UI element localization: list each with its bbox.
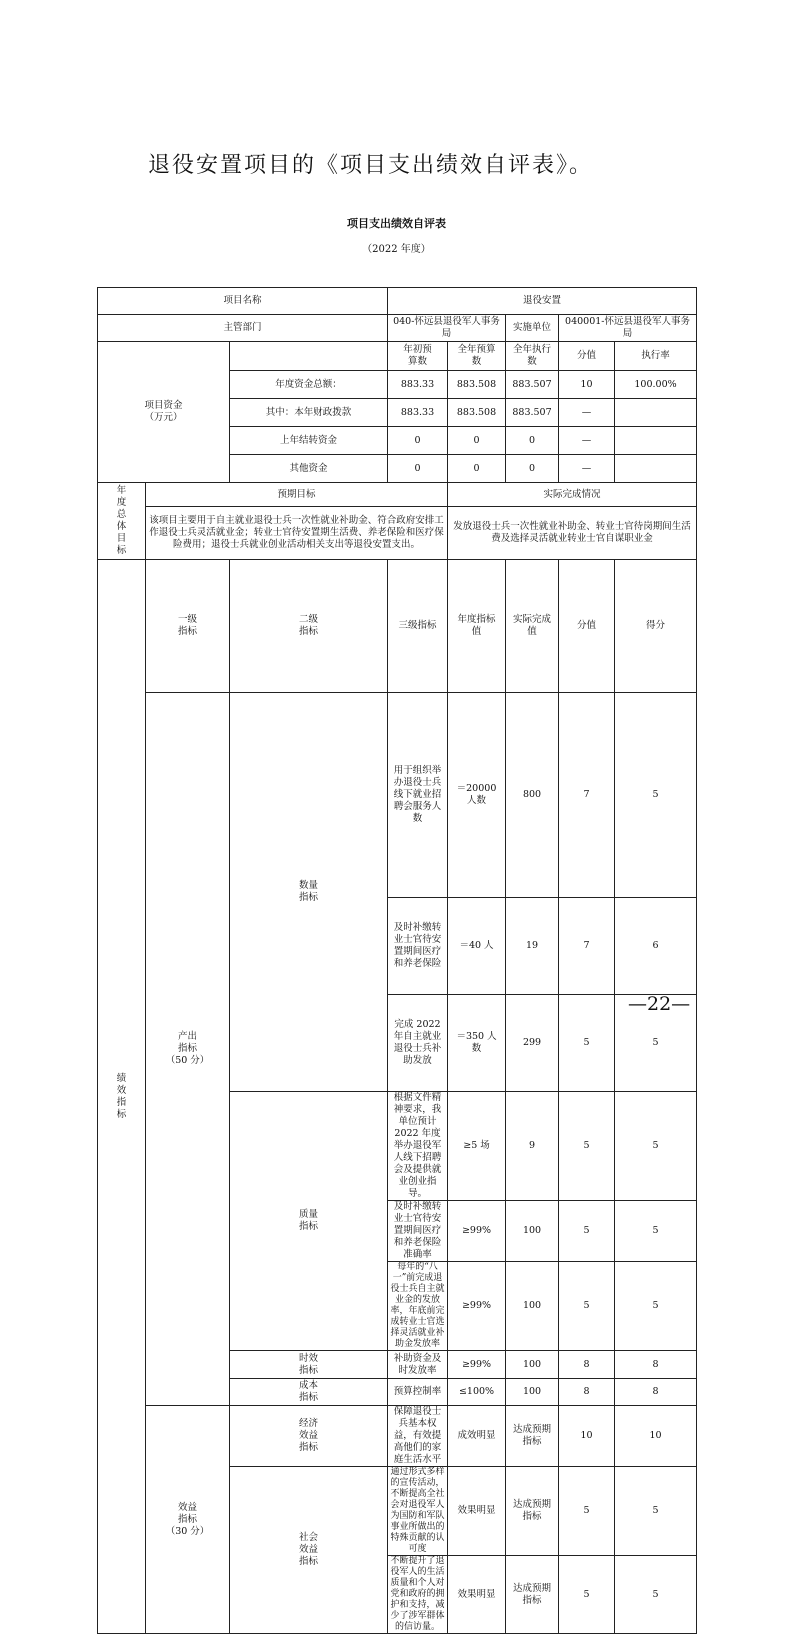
target-value: ＝350 人 数 — [448, 995, 506, 1092]
actual-completion-label: 实际完成情况 — [448, 483, 697, 507]
quantity-indicator-label: 数量 指标 — [230, 693, 388, 1092]
indicator-text: 保障退役士兵基本权益，有效提高他们的家庭生活水平 — [388, 1406, 448, 1467]
score-value: 5 — [615, 1262, 697, 1351]
perf-header: 一级 指标 — [146, 560, 230, 693]
indicator-text: 通过形式多样的宣传活动，不断提高全社会对退役军人为国防和军队事业所做出的特殊贡献的认可度 — [388, 1467, 448, 1556]
funds-cell: 883.33 — [388, 371, 448, 399]
weight-value: 5 — [559, 1556, 615, 1634]
score-value: 10 — [615, 1406, 697, 1467]
project-name-value: 退役安置 — [388, 288, 697, 315]
perf-header: 二级 指标 — [230, 560, 388, 693]
funds-cell: — — [559, 399, 615, 427]
annual-goals-label: 年度总体目标 — [98, 483, 146, 560]
table-year: （2022 年度） — [362, 244, 431, 255]
score-value: 5 — [615, 693, 697, 898]
quality-indicator-label: 质量 指标 — [230, 1092, 388, 1351]
weight-value: 8 — [559, 1379, 615, 1406]
actual-value: 达成预期 指标 — [506, 1406, 559, 1467]
economic-benefit-label: 经济 效益 指标 — [230, 1406, 388, 1467]
performance-table — [97, 287, 697, 1634]
weight-value: 7 — [559, 693, 615, 898]
funds-label: 项目资金 （万元） — [98, 342, 230, 483]
funds-header: 全年预算 数 — [448, 342, 506, 371]
weight-value: 5 — [559, 1262, 615, 1351]
funds-header: 执行率 — [615, 342, 697, 371]
funds-cell: — — [559, 455, 615, 483]
indicator-text: 用于组织举办退役士兵线下就业招聘会服务人数 — [388, 693, 448, 898]
actual-value: 达成预期 指标 — [506, 1556, 559, 1634]
target-value: ≥5 场 — [448, 1092, 506, 1201]
weight-value: 7 — [559, 898, 615, 995]
actual-value: 达成预期 指标 — [506, 1467, 559, 1556]
indicator-text: 根据文件精神要求，我单位预计2022 年度举办退役军人线下招聘会及提供就业创业指导。 — [388, 1092, 448, 1201]
target-value: ≥99% — [448, 1351, 506, 1379]
benefit-indicator-label: 效益 指标 （30 分） — [146, 1406, 230, 1634]
funds-row-name: 其中：本年财政拨款 — [230, 399, 388, 427]
weight-value: 5 — [559, 995, 615, 1092]
actual-value: 100 — [506, 1379, 559, 1406]
project-name-label: 项目名称 — [98, 288, 388, 315]
target-value: 效果明显 — [448, 1467, 506, 1556]
score-value: 6 — [615, 898, 697, 995]
page-number: —22— — [628, 993, 691, 1015]
target-value: ＝40 人 — [448, 898, 506, 995]
output-indicator-label: 产出 指标 （50 分） — [146, 693, 230, 1406]
table-row — [98, 1406, 697, 1467]
funds-cell: 0 — [388, 427, 448, 455]
funds-row-name: 上年结转资金 — [230, 427, 388, 455]
indicator-text: 补助资金及时发放率 — [388, 1351, 448, 1379]
score-value: 8 — [615, 1351, 697, 1379]
actual-value: 100 — [506, 1351, 559, 1379]
score-value: 5 — [615, 1467, 697, 1556]
target-value: ≥99% — [448, 1201, 506, 1262]
funds-cell: 883.507 — [506, 399, 559, 427]
funds-cell — [615, 455, 697, 483]
funds-header: 年初预 算数 — [388, 342, 448, 371]
funds-cell — [615, 427, 697, 455]
perf-header: 分值 — [559, 560, 615, 693]
funds-cell: 0 — [448, 427, 506, 455]
funds-cell: 100.00% — [615, 371, 697, 399]
funds-header-blank — [230, 342, 388, 371]
impl-unit-value: 040001-怀远县退役军人事务局 — [559, 315, 697, 342]
perf-header: 实际完成 值 — [506, 560, 559, 693]
funds-cell: — — [559, 427, 615, 455]
weight-value: 10 — [559, 1406, 615, 1467]
indicator-text: 不断提升了退役军人的生活质量和个人对党和政府的拥护和支持，减少了涉军群体的信访量。 — [388, 1556, 448, 1634]
weight-value: 8 — [559, 1351, 615, 1379]
funds-cell: 883.508 — [448, 371, 506, 399]
score-value: 5 — [615, 1092, 697, 1201]
funds-header: 全年执行 数 — [506, 342, 559, 371]
funds-row-name: 其他资金 — [230, 455, 388, 483]
cost-indicator-label: 成本 指标 — [230, 1379, 388, 1406]
expected-goal-label: 预期目标 — [146, 483, 448, 507]
funds-cell: 883.33 — [388, 399, 448, 427]
indicator-text: 及时补缴转业士官待安置期间医疗和养老保险准确率 — [388, 1201, 448, 1262]
table-title: 项目支出绩效自评表 — [347, 217, 446, 230]
target-value: 效果明显 — [448, 1556, 506, 1634]
score-value: 5 — [615, 995, 697, 1092]
weight-value: 5 — [559, 1201, 615, 1262]
funds-cell: 883.508 — [448, 399, 506, 427]
score-value: 5 — [615, 1201, 697, 1262]
target-value: ＝20000 人数 — [448, 693, 506, 898]
indicator-text: 完成 2022 年自主就业退役士兵补助发放 — [388, 995, 448, 1092]
actual-value: 19 — [506, 898, 559, 995]
funds-cell: 0 — [506, 455, 559, 483]
actual-value: 299 — [506, 995, 559, 1092]
actual-value: 100 — [506, 1262, 559, 1351]
perf-header: 得分 — [615, 560, 697, 693]
section-heading: 退役安置项目的《项目支出绩效自评表》。 — [148, 153, 594, 178]
actual-value: 9 — [506, 1092, 559, 1201]
funds-cell: 0 — [506, 427, 559, 455]
score-value: 5 — [615, 1556, 697, 1634]
actual-value: 800 — [506, 693, 559, 898]
perf-header: 年度指标 值 — [448, 560, 506, 693]
indicator-text: 及时补缴转业士官待安置期间医疗和养老保险 — [388, 898, 448, 995]
funds-cell — [615, 399, 697, 427]
time-indicator-label: 时效 指标 — [230, 1351, 388, 1379]
perf-header: 三级指标 — [388, 560, 448, 693]
weight-value: 5 — [559, 1467, 615, 1556]
funds-cell: 0 — [448, 455, 506, 483]
funds-row-name: 年度资金总额： — [230, 371, 388, 399]
social-benefit-label: 社会 效益 指标 — [230, 1467, 388, 1634]
table-row — [98, 693, 697, 898]
funds-cell: 883.507 — [506, 371, 559, 399]
target-value: ≤100% — [448, 1379, 506, 1406]
funds-cell: 0 — [388, 455, 448, 483]
performance-indicators-label: 绩效指标 — [98, 560, 146, 1634]
target-value: 成效明显 — [448, 1406, 506, 1467]
dept-label: 主管部门 — [98, 315, 388, 342]
funds-header: 分值 — [559, 342, 615, 371]
indicator-text: 预算控制率 — [388, 1379, 448, 1406]
dept-value: 040-怀远县退役军人事务局 — [388, 315, 506, 342]
weight-value: 5 — [559, 1092, 615, 1201]
expected-goal-text: 该项目主要用于自主就业退役士兵一次性就业补助金、符合政府安排工作退役士兵灵活就业金；转业士官待安置期生活费、养老保险和医疗保险费用；退役士兵就业创业活动相关支出等退役安置支出。 — [146, 507, 448, 560]
funds-cell: 10 — [559, 371, 615, 399]
impl-unit-label: 实施单位 — [506, 315, 559, 342]
actual-value: 100 — [506, 1201, 559, 1262]
score-value: 8 — [615, 1379, 697, 1406]
actual-completion-text: 发放退役士兵一次性就业补助金、转业士官待岗期间生活费及选择灵活就业转业士官自谋职业金 — [448, 507, 697, 560]
indicator-text: 每年的“八一”前完成退役士兵自主就业金的发放率，年底前完成转业士官选择灵活就业补助金发放率 — [388, 1262, 448, 1351]
target-value: ≥99% — [448, 1262, 506, 1351]
